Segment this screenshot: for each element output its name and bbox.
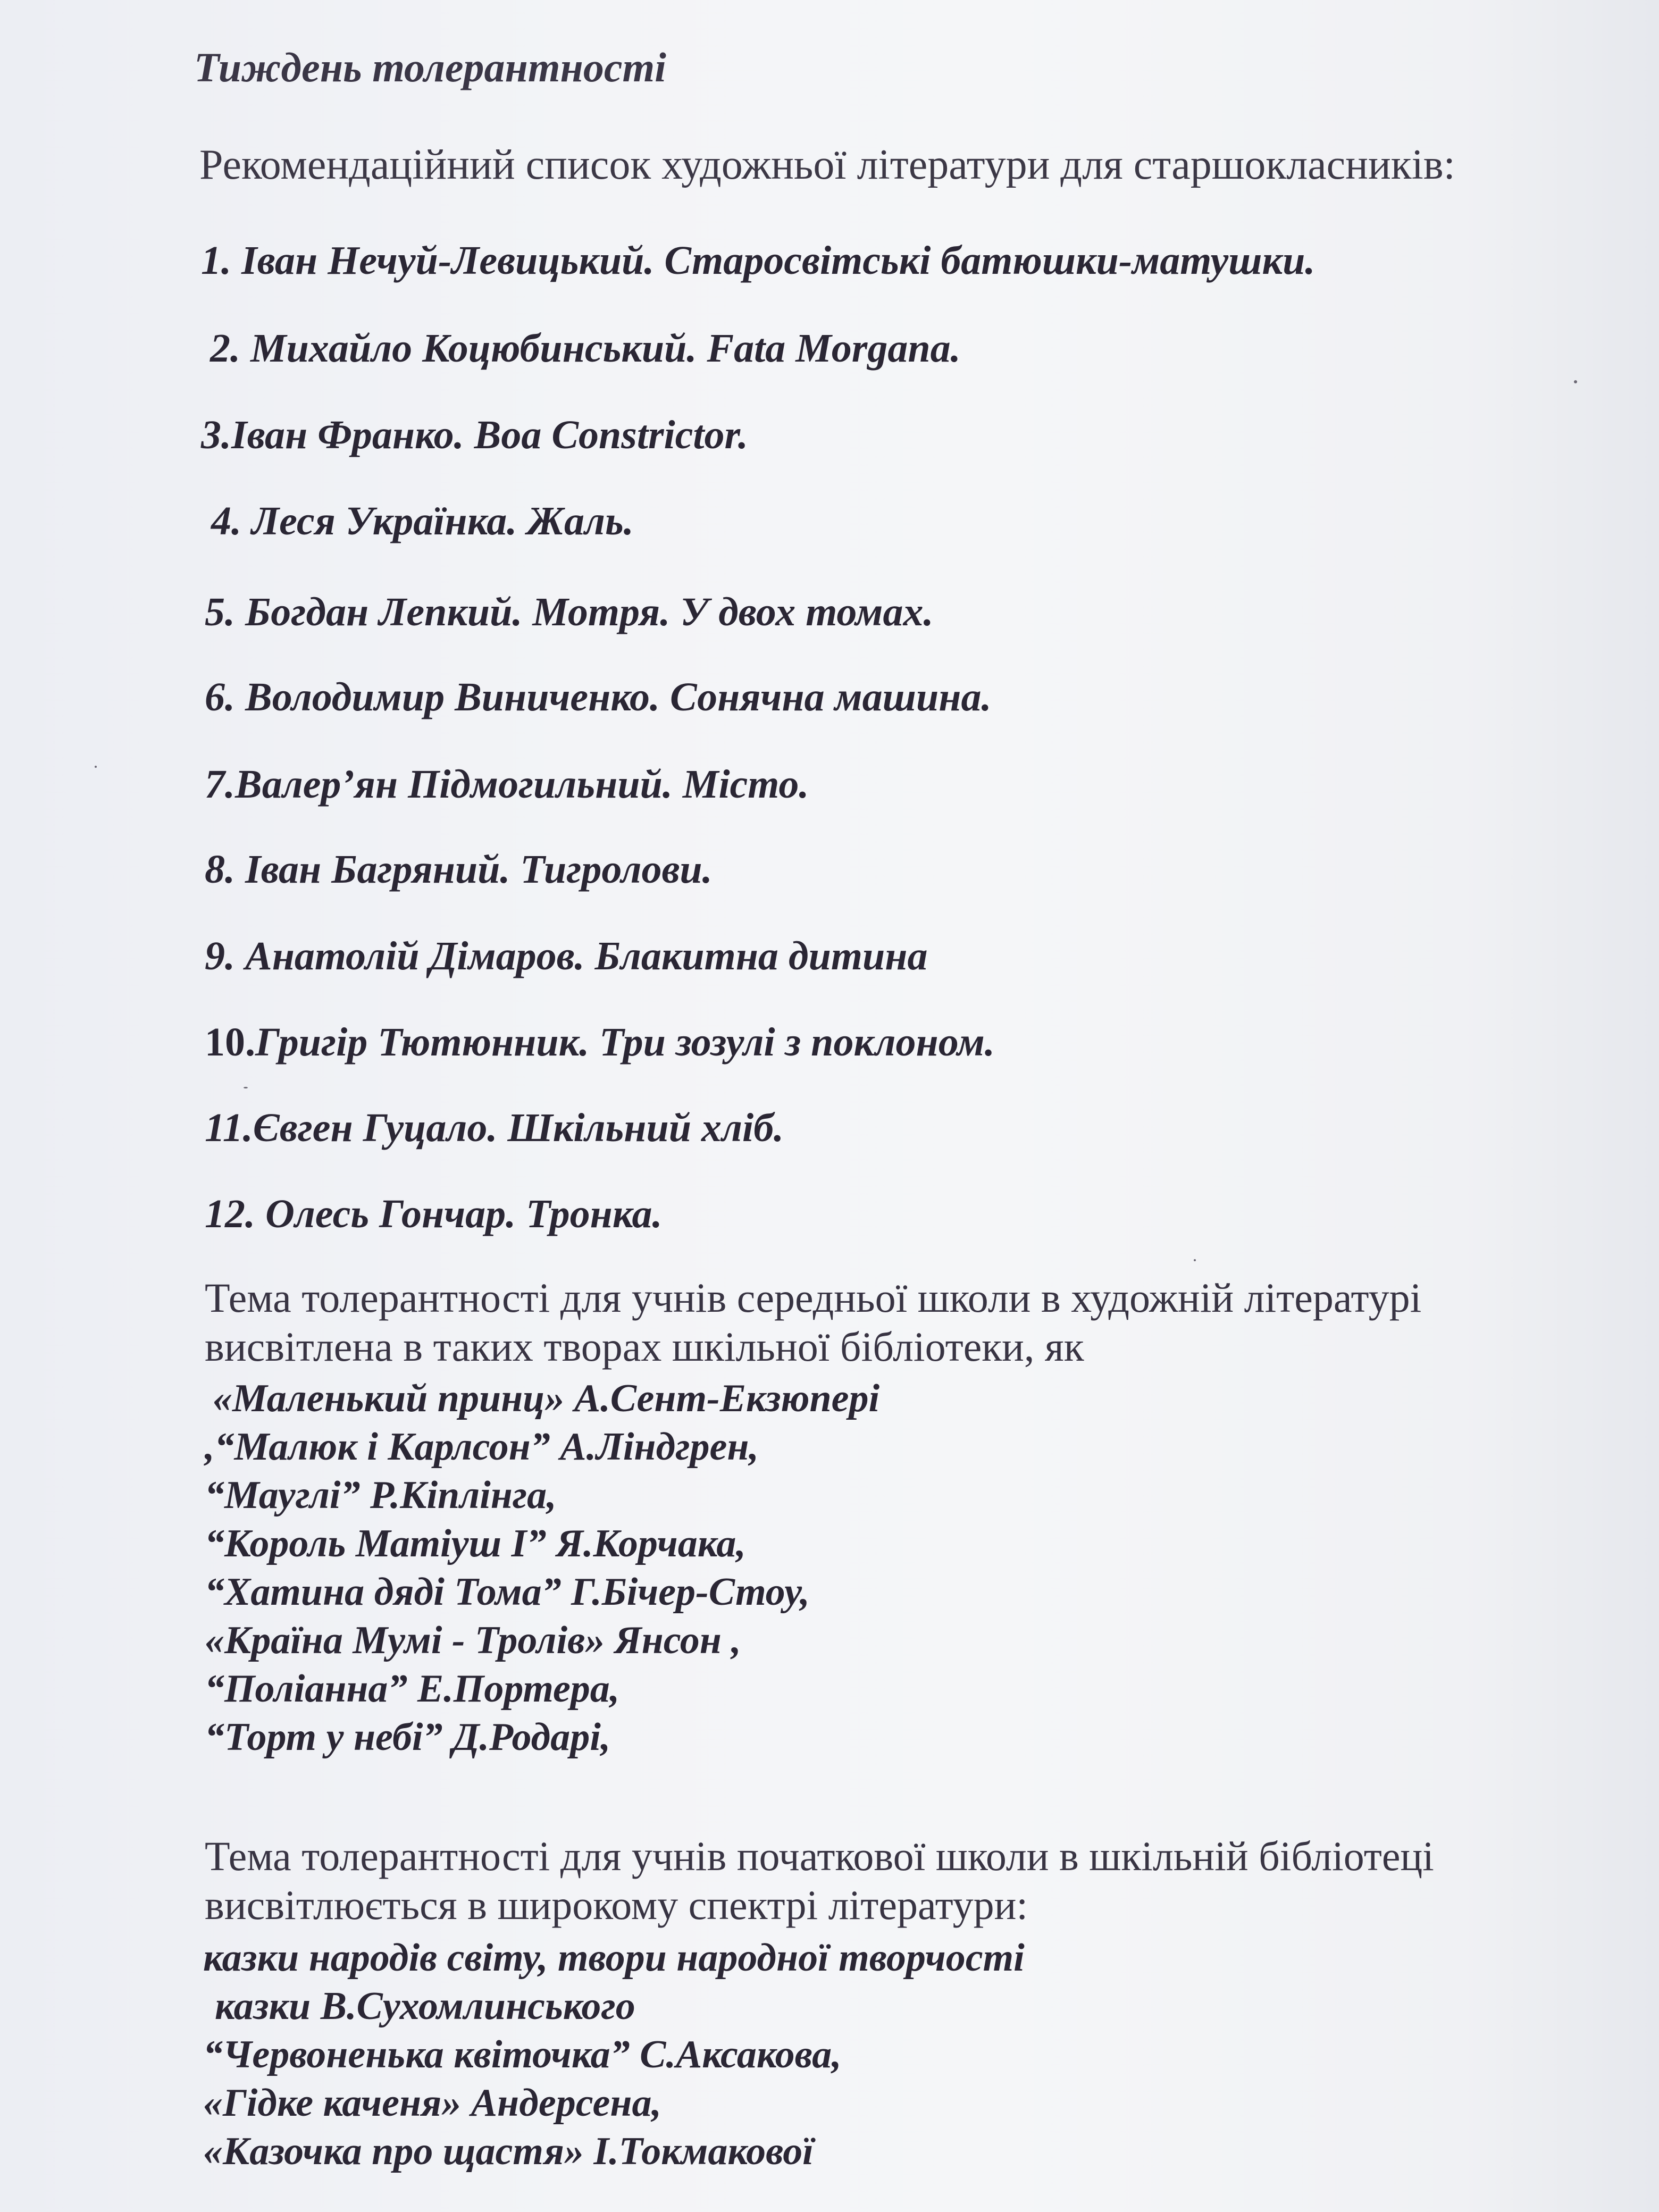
list-item: 9. Анатолій Дімаров. Блакитна дитина: [205, 934, 928, 978]
list-item: 3.Іван Франко. Boa Constrictor.: [201, 413, 748, 457]
paper-speck: [1194, 1259, 1196, 1261]
list-item-text: Григір Тютюнник. Три зозулі з поклоном.: [255, 1020, 995, 1065]
list-item: 5. Богдан Лепкий. Мотря. У двох томах.: [205, 590, 934, 634]
middle-school-paragraph: [205, 1273, 1587, 1371]
paragraph-line: Тема толерантності для учнів початкової школи в шкільній бібліотеці: [205, 1833, 1434, 1879]
paragraph-line: висвітлена в таких творах шкільної бібліотеки, як: [205, 1323, 1084, 1370]
paragraph-line: Тема толерантності для учнів середньої школи в художній літературі: [205, 1275, 1422, 1321]
book-item: “Король Матіуш І” Я.Корчака,: [205, 1522, 746, 1565]
book-item: «Казочка про щастя» І.Токмакової: [203, 2130, 814, 2173]
list-item: 6. Володимир Виниченко. Сонячна машина.: [205, 675, 992, 719]
list-item: 1. Іван Нечуй-Левицький. Старосвітські батюшки-матушки.: [201, 238, 1316, 283]
list-item: 12. Олесь Гончар. Тронка.: [205, 1192, 663, 1236]
book-item: ,“Малюк і Карлсон” А.Ліндгрен,: [205, 1425, 759, 1469]
list-item: [205, 1020, 995, 1065]
book-item: «Країна Мумі - Тролів» Янсон ,: [205, 1619, 741, 1662]
book-item: “Хатина дяді Тома” Г.Бічер-Стоу,: [205, 1570, 810, 1614]
middle-school-book-list-continued: [205, 1423, 810, 1762]
paper-speck: [95, 766, 97, 768]
list-item: 2. Михайло Коцюбинський. Fata Morgana.: [210, 326, 961, 371]
primary-school-paragraph: [205, 1832, 1587, 1930]
list-item-number: 10.: [205, 1020, 255, 1065]
primary-school-book-list: [203, 1934, 1025, 2176]
paper-speck: [1574, 380, 1577, 383]
document-title: Тиждень толерантності: [194, 44, 666, 90]
list-item: 8. Іван Багряний. Тигролови.: [205, 847, 713, 892]
list-item: 4. Леся Українка. Жаль.: [211, 499, 634, 543]
list-item: 11.Євген Гуцало. Шкільний хліб.: [205, 1105, 784, 1150]
book-item: казки народів світу, твори народної творчості: [203, 1936, 1025, 1980]
book-item: “Поліанна” Е.Портера,: [205, 1667, 620, 1711]
middle-school-book-list: [213, 1375, 879, 1423]
book-item: “Червоненька квіточка” С.Аксакова,: [203, 2033, 842, 2076]
paper-speck: [244, 1087, 248, 1088]
paragraph-line: висвітлюється в широкому спектрі літератури:: [205, 1882, 1028, 1928]
book-item: «Маленький принц» А.Сент-Екзюпері: [213, 1377, 880, 1420]
book-item: “Мауглі” Р.Кіплінга,: [205, 1473, 557, 1517]
book-item: «Гідке каченя» Андерсена,: [203, 2081, 661, 2125]
list-item: 7.Валер’ян Підмогильний. Місто.: [205, 762, 809, 807]
intro-text: Рекомендаційний список художньої літератури для старшокласників:: [199, 141, 1455, 188]
book-item: казки В.Сухомлинського: [215, 1984, 635, 2028]
book-item: “Торт у небі” Д.Родарі,: [205, 1715, 611, 1759]
